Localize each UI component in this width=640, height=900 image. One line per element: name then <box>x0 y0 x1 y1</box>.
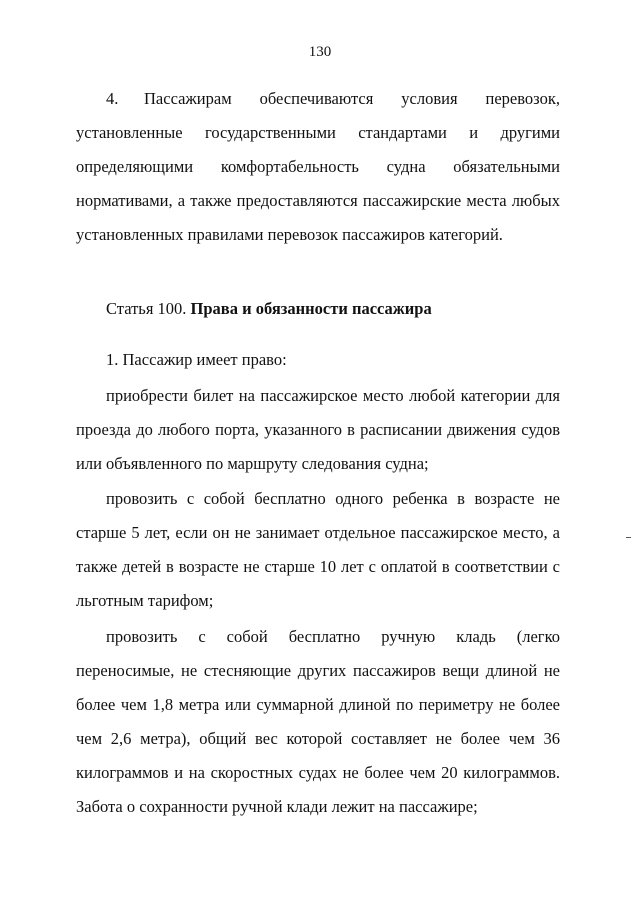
paragraph-4 <box>76 82 560 252</box>
paragraph-4-text: Пассажирам обеспечиваются условия перевозок, установленные государственными стандартами и другими определяющими комфортабельность судна обязательными нормативами, а также предоставляются пассажирские места любых установленных правилами перевозок пассажиров категорий. <box>76 89 560 244</box>
right-ticket-paragraph: приобрести билет на пассажирское место любой категории для проезда до любого порта, указанного в расписании движения судов или объявленного по маршруту следования судна; <box>76 386 560 473</box>
clause-1: 1. Пассажир имеет право: <box>106 350 287 369</box>
page-number: 130 <box>308 44 332 60</box>
right-hand-luggage-paragraph: провозить с собой бесплатно ручную кладь (легко переносимые, не стесняющие других пассажиров вещи длиной не более чем 1,8 метра или суммарной длиной по периметру не более чем 2,6 метра), общий вес которой составляет не более чем 36 килограммов и на скоростных судах не более чем 20 килограммов. Забота о сохранности ручной клади лежит на пассажире; <box>76 627 560 816</box>
right-children-paragraph: провозить с собой бесплатно одного ребенка в возрасте не старше 5 лет, если он не занимает отдельное пассажирское место, а также детей в возрасте не старше 10 лет с оплатой в соответствии с льготным тарифом; <box>76 489 560 610</box>
paragraph-number: 4. <box>106 89 119 108</box>
margin-mark <box>626 537 631 538</box>
article-label: Статья 100. <box>106 299 187 318</box>
article-heading <box>106 292 432 326</box>
article-title: Права и обязанности пассажира <box>190 299 432 318</box>
